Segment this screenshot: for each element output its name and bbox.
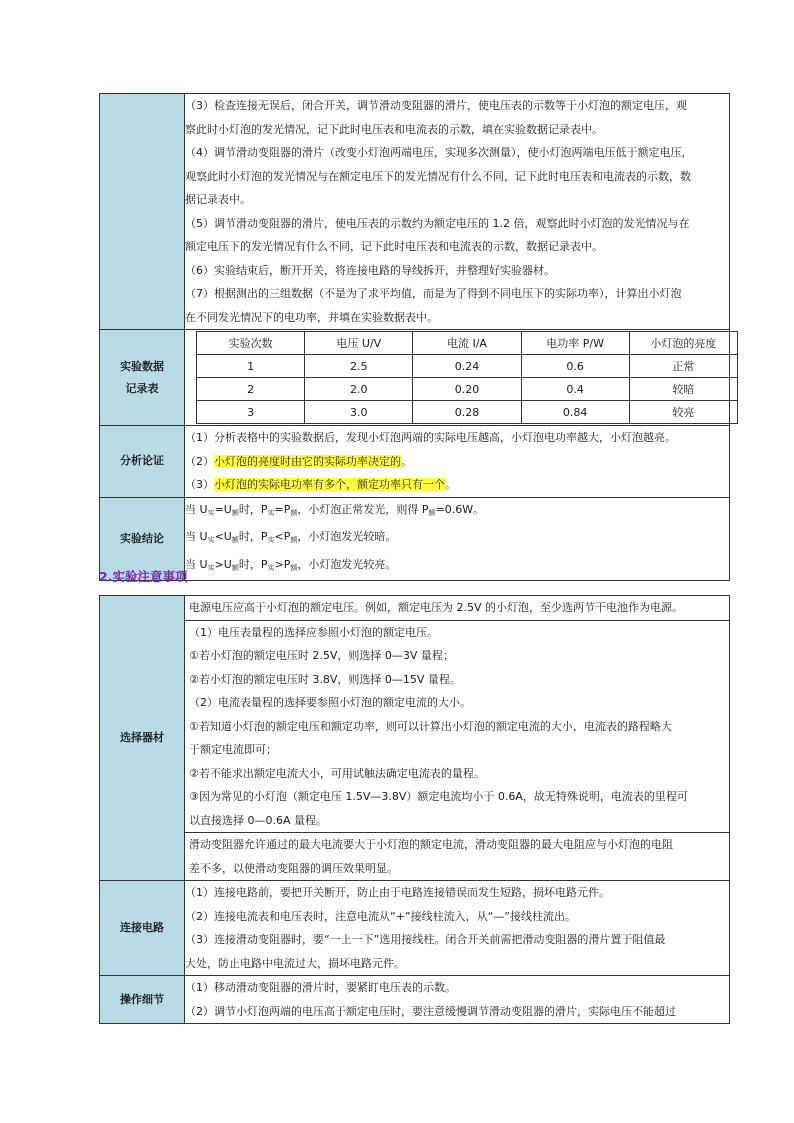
highlighted-text: 小灯泡的亮度时由它的实际功率决定的 bbox=[214, 454, 401, 468]
conclusion-line: 当 $U_实<U_额$时，$P_实<P_额$，小灯泡发光较暗。 bbox=[185, 530, 397, 544]
equipment-block-power: 电源电压应高于小灯泡的额定电压。例如，额定电压为 2.5V 的小灯泡，至少选两节干电池作为电源。 bbox=[189, 601, 684, 614]
cell: 0.84 bbox=[521, 401, 629, 424]
cell: 2 bbox=[197, 378, 305, 401]
equipment-cell bbox=[185, 596, 730, 881]
step-line: 察此时小灯泡的发光情况，记下此时电压表和电流表的示数，填在实验数据记录表中。 bbox=[185, 122, 603, 136]
circuit-cell: （1）连接电路前，要把开关断开，防止由于电路连接错误而发生短路，损坏电路元件。 （2）连接电流表和电压表时，注意电流从“+”接线柱流入，从“—”接线柱流出。 （3）连接滑动变阻器时，要“一上一下”选用接线柱。闭合开关前需把滑动变阻器的滑片置于阻值最 大处，防止电路中电流过大，损坏电路元件。 bbox=[185, 881, 730, 976]
col-header: 电压 U/V bbox=[305, 332, 413, 355]
analysis-label: 分析论证 bbox=[100, 426, 185, 498]
cell: 正常 bbox=[629, 355, 737, 378]
conclusion-label: 实验结论 bbox=[100, 497, 185, 581]
conclusion-line: 当 $U_实=U_额$时，$P_实=P_额$，小灯泡正常发光，则得 $P_额=0.6W$。 bbox=[185, 502, 485, 517]
data-header-row bbox=[197, 332, 738, 355]
cell: 较亮 bbox=[629, 401, 737, 424]
table-row bbox=[197, 401, 738, 424]
analysis-line: （2）小灯泡的亮度时由它的实际功率决定的。 bbox=[185, 454, 412, 468]
conclusion-row bbox=[100, 497, 730, 581]
operation-row bbox=[100, 976, 730, 1024]
operation-cell: （1）移动滑动变阻器的滑片时，要紧盯电压表的示数。 （2）调节小灯泡两端的电压高于额定电压时，要注意缓慢调节滑动变阻器的滑片，实际电压不能超过 bbox=[185, 976, 730, 1024]
steps-label-cell bbox=[100, 94, 185, 330]
data-record-table bbox=[196, 331, 738, 424]
cell: 1 bbox=[197, 355, 305, 378]
table-row bbox=[197, 355, 738, 378]
step-line: 额定电压下的发光情况有什么不同，记下此时电压表和电流表的示数，数据记录表中。 bbox=[185, 240, 603, 253]
cell: 3 bbox=[197, 401, 305, 424]
cell: 3.0 bbox=[305, 401, 413, 424]
analysis-line: （1）分析表格中的实验数据后，发现小灯泡两端的实际电压越高，小灯泡电功率越大，小灯泡越亮。 bbox=[185, 431, 676, 444]
highlighted-text: 小灯泡的实际电功率有多个，额定功率只有一个 bbox=[214, 478, 445, 491]
section-title: 2.实验注意事项 bbox=[99, 569, 188, 584]
conclusion-line: 当 $U_实>U_额$时，$P_实>P_额$，小灯泡发光较亮。 bbox=[185, 557, 397, 572]
steps-row bbox=[100, 94, 730, 330]
cell: 较暗 bbox=[629, 378, 737, 401]
analysis-cell bbox=[185, 426, 730, 498]
step-line: （3）检查连接无误后，闭合开关，调节滑动变阻器的滑片，使电压表的示数等于小灯泡的额定电压，观 bbox=[185, 99, 687, 112]
notes-table bbox=[99, 595, 730, 1024]
step-line: （4）调节滑动变阻器的滑片（改变小灯泡两端电压，实现多次测量），使小灯泡两端电压低于额定电压， bbox=[185, 146, 693, 159]
cell: 0.28 bbox=[413, 401, 521, 424]
analysis-row bbox=[100, 426, 730, 498]
equipment-label: 选择器材 bbox=[100, 596, 185, 881]
step-line: （7）根据测出的三组数据（不是为了求平均值，而是为了得到不同电压下的实际功率），计算出小灯泡 bbox=[185, 287, 682, 300]
operation-label: 操作细节 bbox=[100, 976, 185, 1024]
equipment-block-meters: （1）电压表量程的选择应参照小灯泡的额定电压。 ①若小灯泡的额定电压时 2.5V，则选择 0—3V 量程； ②若小灯泡的额定电压时 3.8V，则选择 0—15V 量程。 （2）电流表量程的选择要参照小灯泡的额定电流的大小。 ①若知道小灯泡的额定电压和额定功率，则可以计算出小灯泡的额定电流的大小，电流表的路程略大 于额定电流即可； ②若不能求出额定电流大小，可用试触法确定电流表的量程。 ③因为常见的小灯泡（额定电压 1.5V—3.8V）额定电流均小于 0.6A，故无特殊说明，电流表的里程可 以直接选择 0—0.6A 量程。 bbox=[185, 620, 729, 833]
step-line: 观察此时小灯泡的发光情况与在额定电压下的发光情况有什么不同，记下此时电压表和电流表的示数，数 bbox=[185, 169, 691, 183]
steps-cell bbox=[185, 94, 730, 330]
cell: 2.0 bbox=[305, 378, 413, 401]
experiment-table bbox=[99, 93, 730, 581]
conclusion-cell bbox=[185, 497, 730, 581]
cell: 0.4 bbox=[521, 378, 629, 401]
record-label: 实验数据 记录表 bbox=[100, 330, 185, 426]
cell: 2.5 bbox=[305, 355, 413, 378]
equipment-row bbox=[100, 596, 730, 881]
step-line: 据记录表中。 bbox=[185, 193, 251, 206]
cell: 0.24 bbox=[413, 355, 521, 378]
cell: 0.20 bbox=[413, 378, 521, 401]
step-line: 在不同发光情况下的电功率，并填在实验数据表中。 bbox=[185, 310, 438, 324]
table-row bbox=[197, 378, 738, 401]
record-cell bbox=[185, 330, 730, 426]
step-line: （6）实验结束后，断开开关，将连接电路的导线拆开，并整理好实验器材。 bbox=[185, 263, 555, 277]
col-header: 小灯泡的亮度 bbox=[629, 332, 737, 355]
circuit-row bbox=[100, 881, 730, 976]
col-header: 电流 I/A bbox=[413, 332, 521, 355]
analysis-line: （3）小灯泡的实际电功率有多个，额定功率只有一个。 bbox=[185, 478, 456, 491]
record-row bbox=[100, 330, 730, 426]
equipment-block-rheostat: 滑动变阻器允许通过的最大电流要大于小灯泡的额定电流，滑动变阻器的最大电阻应与小灯泡的电阻 差不多，以使滑动变阻器的调压效果明显。 bbox=[185, 832, 729, 880]
col-header: 实验次数 bbox=[197, 332, 305, 355]
col-header: 电功率 P/W bbox=[521, 332, 629, 355]
cell: 0.6 bbox=[521, 355, 629, 378]
circuit-label: 连接电路 bbox=[100, 881, 185, 976]
step-line: （5）调节滑动变阻器的滑片，使电压表的示数约为额定电压的 1.2 倍，观察此时小灯泡的发光情况与在 bbox=[185, 216, 690, 230]
